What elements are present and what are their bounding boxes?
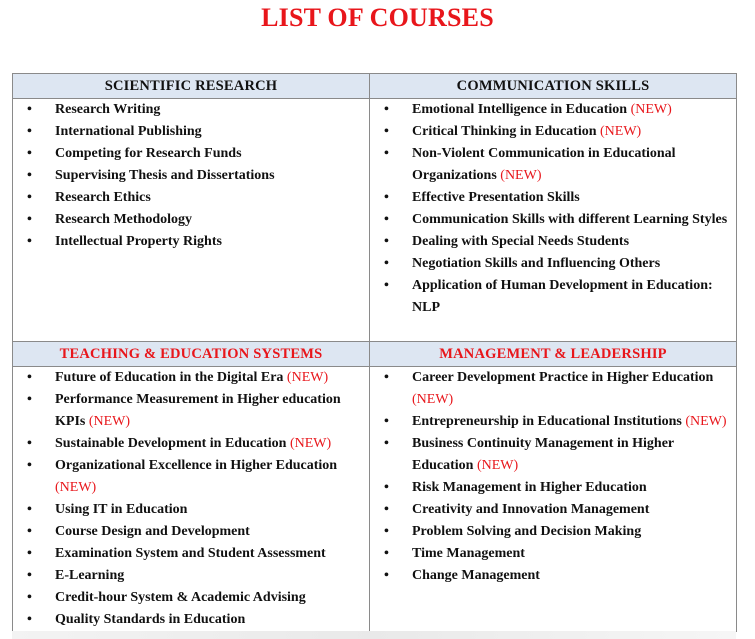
list-item [370,121,736,143]
list-item [370,521,736,543]
list-item [13,121,369,143]
list-item [13,165,369,187]
list-item [370,99,736,121]
list-item [370,433,736,477]
course-label: Sustainable Development in Education [55,436,287,451]
list-item [370,187,736,209]
new-badge: (NEW) [685,414,727,429]
list-item [370,565,736,587]
new-badge: (NEW) [412,392,454,407]
course-label: Creativity and Innovation Management [412,502,650,517]
list-item [13,565,369,587]
scientific-research-list [13,99,369,253]
list-item [370,367,736,411]
course-label: Research Methodology [55,212,192,227]
course-label: Critical Thinking in Education [412,124,597,139]
list-item [13,187,369,209]
course-label: Business Continuity Management in Higher Education [412,436,674,473]
list-item [13,499,369,521]
management-leadership-cell [370,367,737,632]
course-label: Communication Skills with different Learning Styles [412,212,728,227]
list-item [370,411,736,433]
header-scientific-research [13,74,370,99]
course-label: Performance Measurement in Higher education KPIs [55,392,341,429]
list-item [370,231,736,253]
course-label: Effective Presentation Skills [412,190,580,205]
course-label: Change Management [412,568,540,583]
course-label: Future of Education in the Digital Era [55,370,284,385]
new-badge: (NEW) [476,458,519,473]
header-teaching-education-label: TEACHING & EDUCATION SYSTEMS [59,346,323,362]
header-management-leadership [370,342,737,367]
course-label: Application of Human Development in Education: NLP [412,278,713,315]
new-badge: (NEW) [286,370,329,385]
list-item [13,543,369,565]
course-label: Negotiation Skills and Influencing Others [412,256,661,271]
list-item [13,367,369,389]
course-label: Examination System and Student Assessment [55,546,326,561]
list-item [370,477,736,499]
teaching-education-list [13,367,369,631]
course-label: Problem Solving and Decision Making [412,524,642,539]
course-label: Credit-hour System & Academic Advising [55,590,306,605]
list-item [370,275,736,319]
new-badge: (NEW) [500,168,542,183]
list-item [13,99,369,121]
course-label: Entrepreneurship in Educational Institutions [412,414,682,429]
list-item [370,253,736,275]
new-badge: (NEW) [600,124,642,139]
course-label: E-Learning [55,568,125,583]
new-badge: (NEW) [289,436,332,451]
list-item [13,587,369,609]
list-item [370,543,736,565]
list-item [13,231,369,253]
course-label: Competing for Research Funds [55,146,242,161]
course-label: Research Writing [55,102,161,117]
course-label: Using IT in Education [55,502,188,517]
communication-skills-list [370,99,736,319]
new-badge: (NEW) [88,414,131,429]
management-leadership-list [370,367,736,587]
list-item [370,499,736,521]
course-label: International Publishing [55,124,202,139]
scientific-research-cell [13,99,370,342]
header-management-leadership-label: MANAGEMENT & LEADERSHIP [439,346,667,362]
list-item [13,209,369,231]
header-communication-skills [370,74,737,99]
course-label: Intellectual Property Rights [55,234,222,249]
courses-table [12,73,737,632]
list-item [13,143,369,165]
list-item [13,521,369,543]
communication-skills-cell [370,99,737,342]
page-title: LIST OF COURSES [261,3,494,32]
list-item [13,455,369,499]
teaching-education-cell [13,367,370,632]
course-label: Dealing with Special Needs Students [412,234,630,249]
course-label: Time Management [412,546,525,561]
header-teaching-education [13,342,370,367]
course-label: Emotional Intelligence in Education [412,102,628,117]
header-communication-skills-label: COMMUNICATION SKILLS [456,78,650,94]
list-item [370,143,736,187]
list-item [13,609,369,631]
list-item [370,209,736,231]
header-scientific-research-label: SCIENTIFIC RESEARCH [104,78,278,94]
course-label: Organizational Excellence in Higher Education [55,458,338,473]
new-badge: (NEW) [630,102,672,117]
course-label: Career Development Practice in Higher Education [412,370,714,385]
footer-strip [12,631,736,639]
course-label: Supervising Thesis and Dissertations [55,168,275,183]
list-item [13,389,369,433]
new-badge: (NEW) [55,480,97,495]
course-label: Quality Standards in Education [55,612,246,627]
list-item [13,433,369,455]
course-label: Research Ethics [55,190,151,205]
course-label: Course Design and Development [55,524,250,539]
course-label: Risk Management in Higher Education [412,480,647,495]
course-label: Non-Violent Communication in Educational Organizations [412,146,676,183]
